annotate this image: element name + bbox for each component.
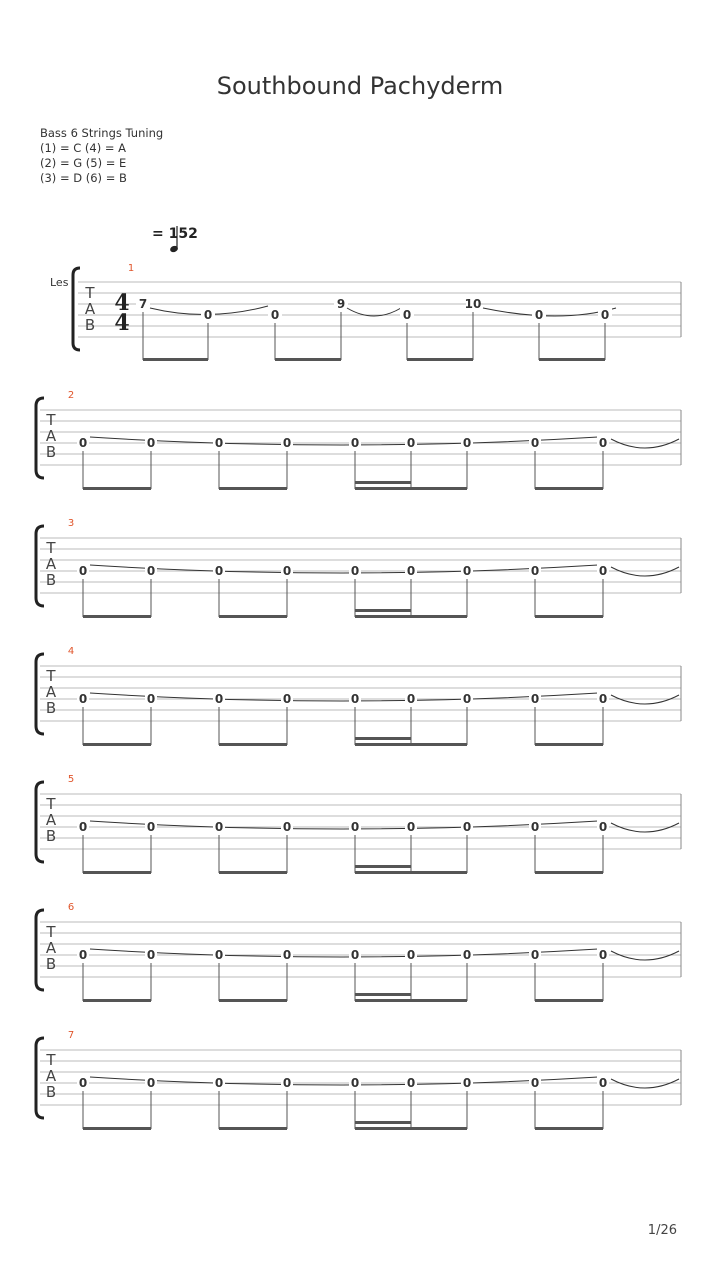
fret-number: 0: [598, 564, 608, 578]
tab-clef-a: A: [45, 683, 57, 701]
beam: [535, 1127, 603, 1130]
fret-number: 0: [282, 436, 292, 450]
beam: [539, 358, 605, 361]
tab-clef-t: T: [46, 795, 56, 813]
tie-arc: [90, 565, 598, 573]
beam: [219, 1127, 287, 1130]
measure-number: 7: [67, 1030, 75, 1041]
fret-number: 0: [462, 820, 472, 834]
measure-number: 5: [67, 774, 75, 785]
tab-clef-t: T: [46, 411, 56, 429]
staff-lines: [78, 282, 681, 337]
tab-clef-b: B: [45, 1083, 57, 1101]
beam: [219, 615, 287, 618]
tie-arc: [90, 949, 598, 957]
measure-number: 6: [67, 902, 75, 913]
fret-number: 0: [282, 948, 292, 962]
tie-arc: [90, 1077, 598, 1085]
fret-number: 0: [402, 308, 412, 322]
fret-number: 7: [138, 297, 148, 311]
fret-number: 0: [598, 948, 608, 962]
tab-clef-b: B: [45, 827, 57, 845]
fret-number: 0: [350, 1076, 360, 1090]
fret-number: 0: [146, 1076, 156, 1090]
fret-number: 0: [462, 564, 472, 578]
song-title: Southbound Pachyderm: [216, 72, 504, 100]
tuning-line: (1) = C (4) = A: [40, 141, 127, 155]
beam: [535, 999, 603, 1002]
system-6: [36, 902, 681, 1002]
fret-number: 0: [282, 692, 292, 706]
fret-number: 0: [78, 1076, 88, 1090]
beam: [535, 871, 603, 874]
system-4: [36, 646, 681, 746]
fret-number: 0: [530, 948, 540, 962]
system-7: [36, 1030, 681, 1130]
fret-number: 0: [282, 820, 292, 834]
fret-number: 0: [598, 436, 608, 450]
secondary-beam: [355, 481, 411, 484]
secondary-beam: [355, 1121, 411, 1124]
fret-number: 0: [203, 308, 213, 322]
tuning-line: (3) = D (6) = B: [40, 171, 127, 185]
tempo-marking: = 152: [152, 226, 198, 242]
beam: [355, 1127, 467, 1130]
beam: [83, 615, 151, 618]
tab-clef-b: B: [45, 955, 57, 973]
beam: [535, 743, 603, 746]
beam: [355, 487, 467, 490]
fret-number: 0: [350, 692, 360, 706]
fret-number: 0: [350, 564, 360, 578]
measure-number: 3: [67, 518, 75, 529]
measure-notes: [136, 296, 616, 361]
measure-number: 1: [127, 263, 135, 274]
fret-number: 0: [406, 692, 416, 706]
beam: [219, 999, 287, 1002]
fret-number: 0: [214, 820, 224, 834]
beam: [219, 743, 287, 746]
fret-number: 0: [146, 820, 156, 834]
fret-number: 0: [406, 948, 416, 962]
tab-clef-t: T: [46, 923, 56, 941]
tie-arc: [90, 437, 598, 445]
beam: [83, 999, 151, 1002]
time-signature-bottom: 4: [114, 310, 130, 336]
fret-number: 0: [214, 948, 224, 962]
fret-number: 0: [406, 564, 416, 578]
fret-number: 0: [146, 948, 156, 962]
fret-number: 0: [214, 436, 224, 450]
system-3: [36, 518, 681, 618]
system-brace: [73, 268, 80, 350]
fret-number: 0: [78, 820, 88, 834]
fret-number: 0: [350, 948, 360, 962]
beam: [219, 487, 287, 490]
tab-clef-a: A: [45, 811, 57, 829]
fret-number: 0: [530, 436, 540, 450]
measure-number: 2: [67, 390, 75, 401]
tab-clef-b: B: [45, 699, 57, 717]
fret-number: 10: [464, 297, 482, 311]
fret-number: 0: [78, 436, 88, 450]
page-number: 1/26: [647, 1223, 677, 1238]
beam: [355, 615, 467, 618]
fret-number: 0: [598, 692, 608, 706]
tab-clef-t: T: [46, 539, 56, 557]
fret-number: 0: [146, 692, 156, 706]
secondary-beam: [355, 737, 411, 740]
time-signature-top: 4: [114, 290, 130, 316]
beam: [83, 487, 151, 490]
fret-number: 0: [600, 308, 610, 322]
systems: [36, 390, 681, 1130]
fret-number: 0: [146, 436, 156, 450]
tab-clef-b: B: [84, 316, 96, 334]
fret-number: 0: [534, 308, 544, 322]
tab-clef-t: T: [85, 284, 95, 302]
fret-number: 0: [214, 564, 224, 578]
fret-number: 0: [462, 692, 472, 706]
tab-clef-a: A: [45, 555, 57, 573]
fret-number: 0: [530, 692, 540, 706]
tab-clef-a: A: [45, 1067, 57, 1085]
tab-clef-b: B: [45, 571, 57, 589]
beam: [83, 1127, 151, 1130]
beam: [355, 999, 467, 1002]
fret-number: 0: [530, 820, 540, 834]
system-5: [36, 774, 681, 874]
fret-number: 0: [598, 1076, 608, 1090]
fret-number: 0: [214, 1076, 224, 1090]
beam: [355, 871, 467, 874]
fret-number: 0: [406, 820, 416, 834]
fret-number: 0: [146, 564, 156, 578]
fret-number: 0: [78, 948, 88, 962]
track-label: Les: [50, 276, 69, 289]
fret-number: 0: [462, 1076, 472, 1090]
tab-clef-a: A: [84, 300, 96, 318]
tab-clef-b: B: [45, 443, 57, 461]
tab-clef-t: T: [46, 1051, 56, 1069]
fret-number: 0: [270, 308, 280, 322]
fret-number: 0: [78, 564, 88, 578]
system-1: [73, 263, 681, 361]
beam: [143, 358, 208, 361]
secondary-beam: [355, 993, 411, 996]
fret-number: 0: [462, 436, 472, 450]
beam: [219, 871, 287, 874]
measure-number: 4: [67, 646, 75, 657]
tab-clef-a: A: [45, 427, 57, 445]
fret-number: 0: [350, 820, 360, 834]
secondary-beam: [355, 609, 411, 612]
beam: [83, 743, 151, 746]
beam: [275, 358, 341, 361]
beam: [407, 358, 473, 361]
tie-arc: [90, 821, 598, 829]
fret-number: 0: [406, 1076, 416, 1090]
fret-number: 0: [598, 820, 608, 834]
fret-number: 0: [462, 948, 472, 962]
beam: [83, 871, 151, 874]
fret-number: 0: [282, 1076, 292, 1090]
fret-number: 0: [214, 692, 224, 706]
fret-number: 0: [282, 564, 292, 578]
secondary-beam: [355, 865, 411, 868]
tab-clef-a: A: [45, 939, 57, 957]
beam: [535, 615, 603, 618]
tie-arc: [90, 693, 598, 701]
fret-number: 0: [530, 564, 540, 578]
beam: [535, 487, 603, 490]
system-2: [36, 390, 681, 490]
beam: [355, 743, 467, 746]
tuning-line: (2) = G (5) = E: [40, 156, 127, 170]
tuning-heading: Bass 6 Strings Tuning: [40, 126, 164, 140]
fret-number: 0: [350, 436, 360, 450]
fret-number: 0: [530, 1076, 540, 1090]
tab-clef-t: T: [46, 667, 56, 685]
fret-number: 0: [78, 692, 88, 706]
fret-number: 0: [406, 436, 416, 450]
fret-number: 9: [336, 297, 346, 311]
